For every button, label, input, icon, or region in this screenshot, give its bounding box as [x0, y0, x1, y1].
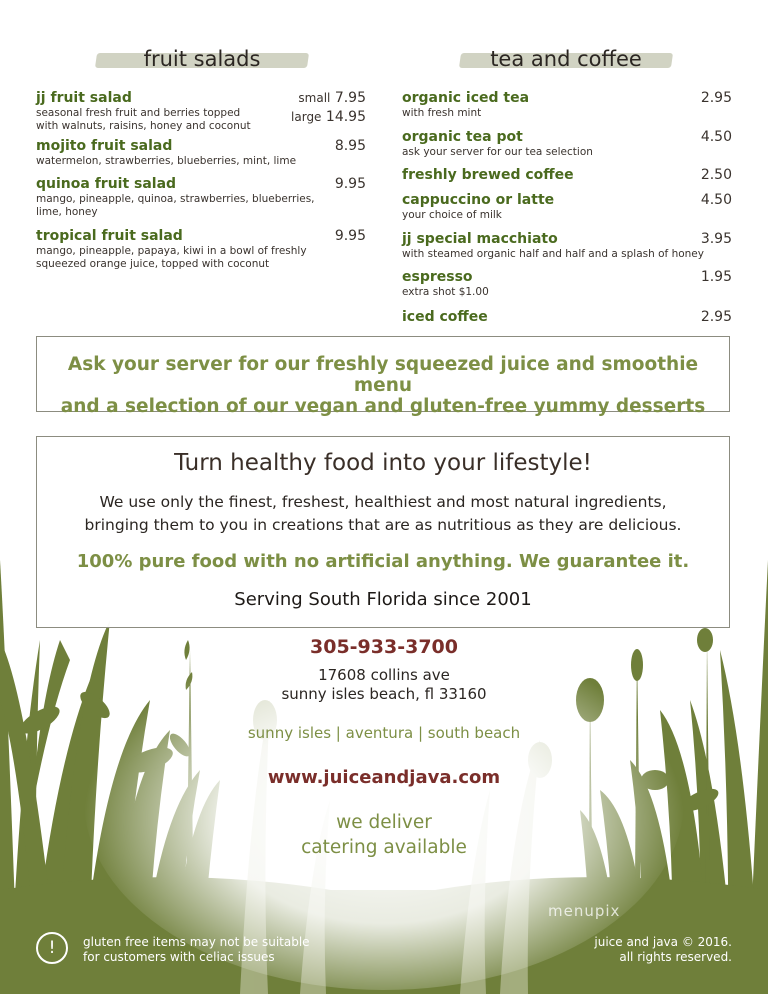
menu-item [36, 138, 366, 176]
item-description: extra shot $1.00 [402, 286, 489, 298]
lifestyle-box [36, 436, 730, 628]
price-size-label: large [291, 110, 322, 124]
promo-line: Ask your server for our freshly squeezed juice and smoothie menu [67, 354, 699, 396]
tea-coffee-title: tea and coffee [490, 47, 642, 71]
guarantee-text: 100% pure food with no artificial anything. We guarantee it. [76, 551, 690, 572]
menu-item [402, 269, 732, 309]
price-value: 14.95 [325, 109, 366, 125]
item-description: with steamed organic half and half and a splash of honey [402, 248, 704, 260]
item-name: cappuccino or latte [402, 192, 555, 208]
copyright-line: all rights reserved. [619, 950, 732, 964]
item-price: 9.95 [334, 176, 366, 192]
copyright-line: juice and java © 2016. [594, 935, 732, 949]
menu-item [36, 176, 366, 228]
address-line: sunny isles beach, fl 33160 [281, 685, 487, 703]
copyright [594, 935, 732, 965]
delivery-info [0, 810, 768, 860]
item-price: 2.95 [700, 90, 732, 106]
item-name: jj fruit salad [36, 90, 132, 106]
menu-item [36, 228, 366, 268]
menu-item [402, 192, 732, 231]
item-price: 2.50 [700, 167, 732, 183]
menu-item [36, 90, 366, 138]
item-description: watermelon, strawberries, blueberries, mint, lime [36, 155, 297, 167]
price-value: 7.95 [334, 90, 366, 106]
deliver-text: we deliver [336, 812, 432, 833]
item-name: iced coffee [402, 309, 488, 325]
item-name: mojito fruit salad [36, 138, 173, 154]
item-price: 3.95 [700, 231, 732, 247]
fruit-salads-list [36, 90, 366, 268]
fruit-salads-heading [96, 46, 308, 72]
menu-item [402, 309, 732, 331]
note-line: gluten free items may not be suitable [83, 935, 310, 949]
lifestyle-headline: Turn healthy food into your lifestyle! [174, 450, 592, 476]
lifestyle-body [37, 491, 729, 537]
item-description: mango, pineapple, papaya, kiwi in a bowl of freshly squeezed orange juice, topped with coconut [36, 245, 307, 270]
juice-smoothie-promo [36, 336, 730, 417]
item-price: 4.50 [700, 192, 732, 208]
item-price [291, 90, 366, 126]
body-line: bringing them to you in creations that are as nutritious as they are delicious. [84, 516, 682, 534]
price-size-label: small [298, 91, 331, 105]
item-description: your choice of milk [402, 209, 502, 221]
item-name: espresso [402, 269, 473, 285]
menu-item [402, 129, 732, 167]
fruit-salads-title: fruit salads [143, 47, 261, 71]
menu-item [402, 167, 732, 192]
item-name: organic iced tea [402, 90, 530, 106]
item-description: ask your server for our tea selection [402, 146, 593, 158]
tea-coffee-heading [460, 46, 672, 72]
menu-item [402, 231, 732, 269]
item-price: 2.95 [700, 309, 732, 325]
item-price: 4.50 [700, 129, 732, 145]
item-name: jj special macchiato [402, 231, 558, 247]
note-line: for customers with celiac issues [83, 950, 275, 964]
item-description: mango, pineapple, quinoa, strawberries, blueberries, lime, honey [36, 193, 315, 218]
locations: sunny isles | aventura | south beach [247, 724, 521, 742]
catering-text: catering available [301, 837, 467, 858]
item-name: organic tea pot [402, 129, 523, 145]
item-description: with fresh mint [402, 107, 482, 119]
item-name: freshly brewed coffee [402, 167, 574, 183]
phone-number[interactable]: 305-933-3700 [310, 636, 458, 658]
watermark: menupix [548, 902, 621, 920]
item-name: quinoa fruit salad [36, 176, 177, 192]
item-price: 8.95 [334, 138, 366, 154]
address [0, 666, 768, 704]
promo-line: and a selection of our vegan and gluten-free yummy desserts [60, 396, 706, 417]
gluten-note [83, 935, 343, 965]
item-price: 9.95 [334, 228, 366, 244]
item-name: tropical fruit salad [36, 228, 183, 244]
item-description: seasonal fresh fruit and berries topped with walnuts, raisins, honey and coconut [36, 107, 251, 132]
item-price: 1.95 [700, 269, 732, 285]
menu-item [402, 90, 732, 129]
serving-since: Serving South Florida since 2001 [234, 589, 532, 610]
address-line: 17608 collins ave [318, 666, 450, 684]
body-line: We use only the finest, freshest, healthiest and most natural ingredients, [99, 493, 667, 511]
alert-icon: ! [36, 932, 68, 964]
tea-coffee-list [402, 90, 732, 331]
website-link[interactable]: www.juiceandjava.com [267, 767, 501, 788]
